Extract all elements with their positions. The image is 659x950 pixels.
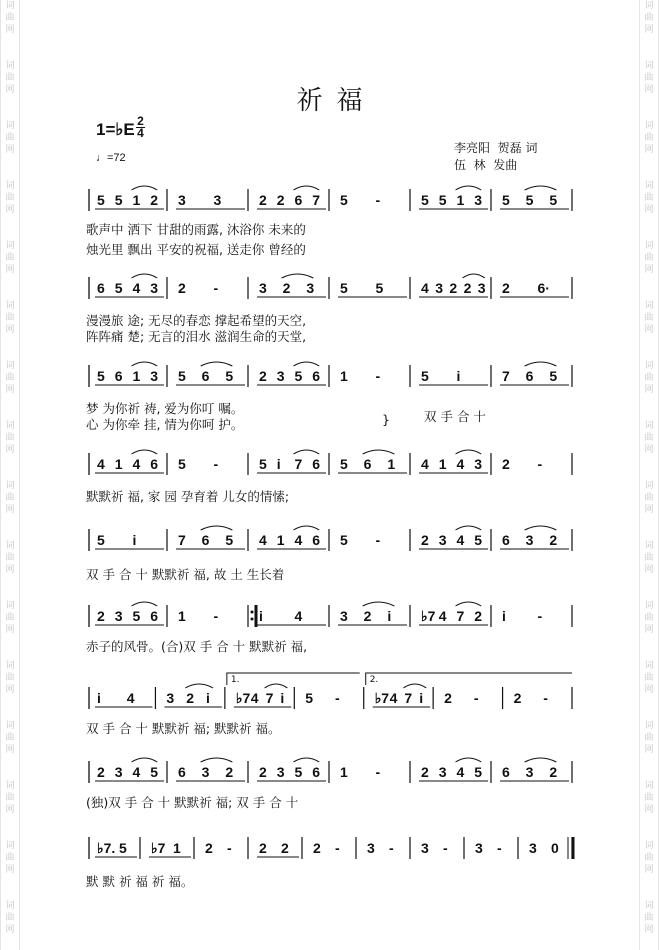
note: 4 bbox=[456, 532, 465, 548]
note: - bbox=[335, 690, 340, 706]
note: 1 bbox=[173, 840, 181, 856]
lyric-brace: } bbox=[382, 412, 390, 427]
note: 7 bbox=[456, 608, 465, 624]
note: 1 bbox=[132, 368, 141, 384]
watermark-text: 词 曲 网 bbox=[644, 781, 654, 815]
note: 6 bbox=[502, 532, 510, 548]
note: 2 bbox=[205, 840, 213, 856]
note: 5 bbox=[178, 368, 186, 384]
note: i bbox=[97, 690, 101, 706]
note: 3 bbox=[474, 456, 483, 472]
note: 2 bbox=[463, 280, 472, 296]
slur bbox=[132, 758, 158, 762]
lyric-line: 心 为你牵 挂, 情为你呵 护。 bbox=[86, 417, 244, 432]
slur bbox=[132, 362, 158, 366]
note: 3 bbox=[150, 368, 159, 384]
note: 5 bbox=[525, 192, 534, 208]
note: 2 bbox=[150, 192, 159, 208]
note: 6 bbox=[312, 764, 321, 780]
note: 5 bbox=[132, 608, 141, 624]
note: 3 bbox=[276, 764, 285, 780]
note: i bbox=[259, 608, 263, 624]
note: 2 bbox=[421, 532, 429, 548]
slur bbox=[525, 526, 557, 530]
note: 6· bbox=[537, 280, 550, 296]
lyric-line: 漫漫旅 途; 无尽的春恋 撑起希望的天空, bbox=[86, 313, 307, 328]
note: 6 bbox=[312, 532, 321, 548]
slur bbox=[456, 450, 482, 454]
note: 5 bbox=[150, 764, 159, 780]
lyric-line: 默 默 祈 福 祈 福。 bbox=[86, 874, 194, 889]
watermark-text: 词 曲 网 bbox=[644, 721, 654, 755]
note: 6 bbox=[178, 764, 186, 780]
repeat-dot bbox=[251, 611, 254, 614]
note: i bbox=[387, 608, 392, 624]
note: 1 bbox=[114, 456, 123, 472]
watermark-text: 词 曲 网 bbox=[5, 601, 15, 635]
note: 6 bbox=[312, 368, 321, 384]
note: 2 bbox=[449, 280, 458, 296]
note: 3 bbox=[201, 764, 210, 780]
watermark-text: 词 曲 网 bbox=[644, 601, 654, 635]
slur bbox=[294, 186, 320, 190]
note: 5 bbox=[340, 532, 348, 548]
note: 7 bbox=[312, 192, 321, 208]
note: - bbox=[375, 764, 381, 780]
slur bbox=[525, 186, 557, 190]
note: 5 bbox=[225, 532, 234, 548]
watermark-text: 词 曲 网 bbox=[5, 661, 15, 695]
volta-label: 2. bbox=[369, 675, 379, 685]
lyric-line: 双 手 合 十 默默祈 福, 故 土 生长着 bbox=[86, 567, 285, 582]
watermark-text: 词 曲 网 bbox=[5, 1, 15, 35]
slur bbox=[294, 758, 320, 762]
note: 3 bbox=[306, 280, 315, 296]
note: 2 bbox=[282, 280, 291, 296]
note: 4 bbox=[132, 456, 141, 472]
note: - bbox=[537, 456, 543, 472]
note: ♭7. bbox=[97, 840, 116, 856]
note: 4 bbox=[132, 764, 141, 780]
note: 3 bbox=[276, 368, 285, 384]
note: 5 bbox=[294, 764, 303, 780]
note: 2 bbox=[549, 764, 558, 780]
note: 6 bbox=[294, 192, 303, 208]
note: 5 bbox=[502, 192, 510, 208]
note: i bbox=[456, 368, 461, 384]
note: 3 bbox=[474, 192, 483, 208]
note: 3 bbox=[114, 764, 123, 780]
note: - bbox=[213, 608, 219, 624]
note: 4 bbox=[389, 690, 398, 706]
slur bbox=[132, 274, 158, 278]
note: 5 bbox=[438, 192, 447, 208]
lyricist-credit: 李亮阳 贺磊 词 bbox=[454, 141, 538, 155]
volta-bracket bbox=[366, 673, 572, 685]
watermark-text: 词 曲 网 bbox=[644, 61, 654, 95]
meter-bottom: 4 bbox=[137, 126, 144, 140]
slur bbox=[132, 602, 158, 606]
note: 2 bbox=[502, 456, 510, 472]
note: 2 bbox=[549, 532, 558, 548]
note: 5 bbox=[474, 532, 483, 548]
note: 6 bbox=[150, 456, 159, 472]
watermark-text: 词 曲 网 bbox=[644, 841, 654, 875]
note: 2 bbox=[276, 192, 285, 208]
note: 3 bbox=[529, 840, 537, 856]
lyric-line: 双 手 合 十 默默祈 福; 默默祈 福。 bbox=[86, 721, 281, 736]
note: 5 bbox=[305, 690, 314, 706]
note: 3 bbox=[178, 192, 186, 208]
note: 5 bbox=[549, 368, 558, 384]
note: 6 bbox=[114, 368, 123, 384]
watermark-text: 词 曲 网 bbox=[5, 361, 15, 395]
note: 5 bbox=[340, 456, 348, 472]
slur bbox=[201, 758, 233, 762]
note: 1 bbox=[387, 456, 396, 472]
note: 2 bbox=[259, 840, 267, 856]
watermark-text: 词 曲 网 bbox=[5, 241, 15, 275]
note: 6 bbox=[201, 368, 210, 384]
slur bbox=[525, 758, 557, 762]
note: 5 bbox=[340, 280, 348, 296]
note: 3 bbox=[114, 608, 123, 624]
note: 6 bbox=[312, 456, 321, 472]
note: 6 bbox=[97, 280, 105, 296]
watermark-text: 词 曲 网 bbox=[5, 901, 15, 935]
note: 2 bbox=[225, 764, 234, 780]
slur bbox=[265, 684, 288, 688]
note: 3 bbox=[525, 764, 534, 780]
lyric-line: 赤子的风骨。(合)双 手 合 十 默默祈 福, bbox=[86, 639, 308, 654]
watermark-text: 词 曲 网 bbox=[644, 361, 654, 395]
note: 6 bbox=[150, 608, 159, 624]
note: - bbox=[537, 608, 543, 624]
note: - bbox=[443, 840, 448, 856]
watermark-text: 词 曲 网 bbox=[5, 421, 15, 455]
note: - bbox=[543, 690, 548, 706]
note: 5 bbox=[119, 840, 127, 856]
slur bbox=[185, 684, 213, 688]
note: 5 bbox=[549, 192, 558, 208]
note: 4 bbox=[250, 690, 259, 706]
note: - bbox=[213, 280, 219, 296]
note: - bbox=[375, 192, 381, 208]
slur bbox=[456, 602, 482, 606]
watermark-text: 词 曲 网 bbox=[644, 901, 654, 935]
note: 3 bbox=[435, 280, 443, 296]
meter-top: 2 bbox=[137, 114, 144, 128]
note: 4 bbox=[132, 280, 141, 296]
tempo-marking: ♩=72 bbox=[96, 152, 126, 164]
note: 3 bbox=[259, 280, 267, 296]
note: 3 bbox=[367, 840, 375, 856]
note: 7 bbox=[294, 456, 303, 472]
lyric-line: 烛光里 飘出 平安的祝福, 送走你 曾经的 bbox=[86, 242, 306, 257]
watermark-text: 词 曲 网 bbox=[5, 121, 15, 155]
watermark-text: 词 曲 网 bbox=[5, 781, 15, 815]
volta-bracket bbox=[227, 673, 360, 685]
song-title: 祈福 bbox=[296, 86, 377, 116]
note: 3 bbox=[475, 840, 483, 856]
note: - bbox=[375, 532, 381, 548]
note: 2 bbox=[363, 608, 372, 624]
lyric-line: 双 手 合 十 bbox=[424, 409, 486, 424]
note: 5 bbox=[259, 456, 267, 472]
note: 2 bbox=[186, 690, 195, 706]
slur bbox=[363, 602, 395, 606]
note: 7 bbox=[404, 690, 413, 706]
note: 2 bbox=[259, 764, 267, 780]
slur bbox=[294, 362, 320, 366]
slur bbox=[456, 186, 482, 190]
note: 2 bbox=[259, 368, 267, 384]
key-signature: 1=♭E bbox=[96, 120, 135, 139]
note: 5 bbox=[225, 368, 234, 384]
note: 2 bbox=[97, 608, 105, 624]
note: 4 bbox=[421, 456, 429, 472]
note: 2 bbox=[513, 690, 522, 706]
note: - bbox=[473, 690, 479, 706]
note: 4 bbox=[456, 456, 465, 472]
note: 2 bbox=[421, 764, 429, 780]
watermark-text: 词 曲 网 bbox=[5, 181, 15, 215]
watermark-text: 词 曲 网 bbox=[644, 241, 654, 275]
note: 4 bbox=[421, 280, 429, 296]
note: 1 bbox=[438, 456, 447, 472]
note: 3 bbox=[438, 532, 447, 548]
lyric-line: 阵阵痛 楚; 无言的泪水 滋润生命的天堂, bbox=[86, 329, 307, 344]
watermark-text: 词 曲 网 bbox=[644, 481, 654, 515]
watermark-text: 词 曲 网 bbox=[5, 481, 15, 515]
note: 2 bbox=[178, 280, 186, 296]
note: ♭7 bbox=[374, 690, 390, 706]
watermark-text: 词 曲 网 bbox=[644, 541, 654, 575]
note: 7 bbox=[265, 690, 274, 706]
note: 5 bbox=[97, 192, 105, 208]
note: 2 bbox=[97, 764, 105, 780]
note: - bbox=[389, 840, 394, 856]
note: 6 bbox=[502, 764, 510, 780]
note: - bbox=[227, 840, 232, 856]
note: 1 bbox=[340, 368, 348, 384]
watermark-text: 词 曲 网 bbox=[644, 661, 654, 695]
note: 5 bbox=[97, 368, 105, 384]
slur bbox=[201, 362, 233, 366]
note: 4 bbox=[438, 608, 447, 624]
note: 2 bbox=[444, 690, 452, 706]
note: 3 bbox=[213, 192, 222, 208]
note: i bbox=[206, 690, 210, 706]
note: 0 bbox=[551, 840, 559, 856]
composer-credit: 伍 林 发曲 bbox=[454, 158, 518, 172]
lyric-line: 默默祈 福, 家 园 孕育着 儿女的情愫; bbox=[86, 489, 290, 504]
note: 1 bbox=[276, 532, 285, 548]
note: - bbox=[497, 840, 502, 856]
note: 2 bbox=[502, 280, 510, 296]
note: 5 bbox=[97, 532, 105, 548]
note: i bbox=[502, 608, 506, 624]
note: 5 bbox=[114, 280, 123, 296]
note: - bbox=[335, 840, 340, 856]
slur bbox=[132, 450, 158, 454]
slur bbox=[363, 450, 395, 454]
lyric-line: (独)双 手 合 十 默默祈 福; 双 手 合 十 bbox=[86, 795, 299, 810]
slur bbox=[463, 274, 485, 278]
note: - bbox=[375, 368, 381, 384]
lyric-line: 梦 为你祈 祷, 爱为你叮 嘱。 bbox=[86, 401, 244, 416]
note: 2 bbox=[281, 840, 289, 856]
note: 4 bbox=[294, 608, 303, 624]
note: 7 bbox=[502, 368, 510, 384]
watermark-text: 词 曲 网 bbox=[644, 1, 654, 35]
note: 5 bbox=[474, 764, 483, 780]
note: 4 bbox=[456, 764, 465, 780]
slur bbox=[294, 526, 320, 530]
note: - bbox=[213, 456, 219, 472]
note: 3 bbox=[477, 280, 486, 296]
note: 2 bbox=[313, 840, 321, 856]
repeat-dot bbox=[251, 618, 254, 621]
watermark-text: 词 曲 网 bbox=[644, 121, 654, 155]
note: ♭7 bbox=[235, 690, 251, 706]
note: 6 bbox=[201, 532, 210, 548]
watermark-text: 词 曲 网 bbox=[644, 301, 654, 335]
note: 5 bbox=[294, 368, 303, 384]
note: 6 bbox=[525, 368, 534, 384]
slur bbox=[456, 526, 482, 530]
slur bbox=[201, 526, 233, 530]
lyric-line: 歌声中 洒下 甘甜的雨露, 沐浴你 未来的 bbox=[86, 222, 306, 237]
note: 2 bbox=[259, 192, 267, 208]
note: 4 bbox=[294, 532, 303, 548]
note: 3 bbox=[166, 690, 175, 706]
note: 1 bbox=[132, 192, 141, 208]
note: ♭7 bbox=[151, 840, 166, 856]
note: 5 bbox=[340, 192, 348, 208]
note: 3 bbox=[438, 764, 447, 780]
note: i bbox=[132, 532, 137, 548]
note: i bbox=[280, 690, 285, 706]
note: 5 bbox=[421, 368, 429, 384]
note: 6 bbox=[363, 456, 372, 472]
note: i bbox=[419, 690, 424, 706]
note: 1 bbox=[340, 764, 348, 780]
watermark-text: 词 曲 网 bbox=[644, 181, 654, 215]
note: 3 bbox=[340, 608, 348, 624]
slur bbox=[456, 758, 482, 762]
watermark-text: 词 曲 网 bbox=[5, 61, 15, 95]
note: 3 bbox=[525, 532, 534, 548]
note: 2 bbox=[474, 608, 483, 624]
slur bbox=[294, 450, 320, 454]
watermark-text: 词 曲 网 bbox=[5, 541, 15, 575]
note: 5 bbox=[114, 192, 123, 208]
volta-label: 1. bbox=[230, 675, 240, 685]
note: 5 bbox=[375, 280, 384, 296]
slur bbox=[132, 186, 158, 190]
note: 1 bbox=[456, 192, 465, 208]
note: 5 bbox=[178, 456, 186, 472]
note: 4 bbox=[97, 456, 105, 472]
slur bbox=[282, 274, 314, 278]
watermark-text: 词 曲 网 bbox=[644, 421, 654, 455]
note: 3 bbox=[150, 280, 159, 296]
note: 1 bbox=[178, 608, 186, 624]
watermark-text: 词 曲 网 bbox=[5, 841, 15, 875]
watermark-text: 词 曲 网 bbox=[5, 721, 15, 755]
note: 3 bbox=[421, 840, 429, 856]
note: ♭7 bbox=[421, 608, 436, 624]
note: 5 bbox=[421, 192, 429, 208]
slur bbox=[525, 362, 557, 366]
note: 7 bbox=[178, 532, 186, 548]
watermark-text: 词 曲 网 bbox=[5, 301, 15, 335]
note: 4 bbox=[259, 532, 267, 548]
note: i bbox=[276, 456, 281, 472]
slur bbox=[403, 684, 426, 688]
note: 4 bbox=[126, 690, 135, 706]
